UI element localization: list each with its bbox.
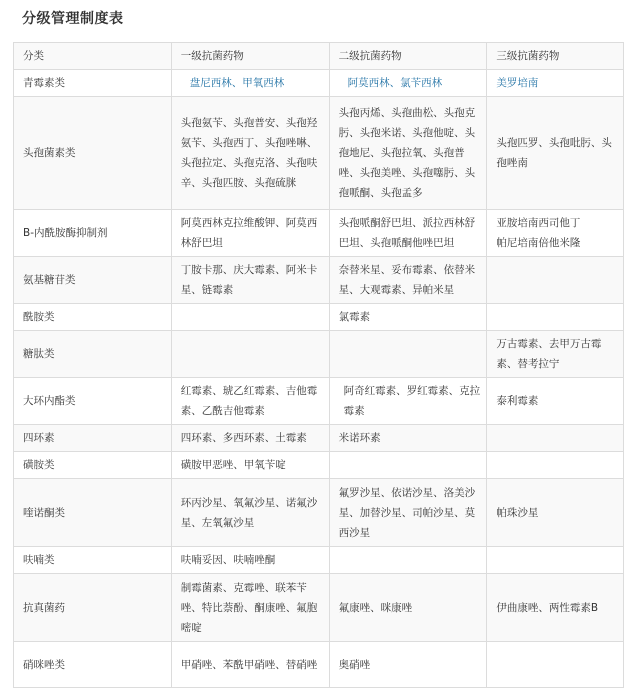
row-level2: 氯霉素 bbox=[329, 304, 487, 331]
row-category: 大环内酯类 bbox=[14, 378, 172, 425]
row-level2 bbox=[329, 452, 487, 479]
classification-table bbox=[13, 42, 624, 688]
row-level2: 氟罗沙星、依诺沙星、洛美沙星、加替沙星、司帕沙星、莫西沙星 bbox=[329, 479, 487, 547]
row-level2: 阿奇红霉素、罗红霉素、克拉霉素 bbox=[329, 378, 487, 425]
table-row bbox=[14, 425, 624, 452]
row-level1: 制霉菌素、克霉唑、联苯苄唑、特比萘酚、酮康唑、氟胞嘧啶 bbox=[171, 574, 329, 642]
row-level2: 氟康唑、咪康唑 bbox=[329, 574, 487, 642]
table-row bbox=[14, 70, 624, 97]
row-level3: 亚胺培南西司他丁 帕尼培南倍他米隆 bbox=[487, 210, 624, 257]
row-level3 bbox=[487, 642, 624, 688]
table-row bbox=[14, 257, 624, 304]
row-level3: 万古霉素、去甲万古霉素、替考拉宁 bbox=[487, 331, 624, 378]
row-level2 bbox=[329, 331, 487, 378]
table-row bbox=[14, 479, 624, 547]
row-level2: 头孢哌酮舒巴坦、派拉西林舒巴坦、头孢哌酮他唑巴坦 bbox=[329, 210, 487, 257]
table-header-row bbox=[14, 43, 624, 70]
row-level2 bbox=[329, 547, 487, 574]
table-row bbox=[14, 547, 624, 574]
row-level1: 呋喃妥因、呋喃唑酮 bbox=[171, 547, 329, 574]
row-level1: 甲硝唑、苯酰甲硝唑、替硝唑 bbox=[171, 642, 329, 688]
row-category: 氨基糖苷类 bbox=[14, 257, 172, 304]
table-row bbox=[14, 210, 624, 257]
table-row bbox=[14, 574, 624, 642]
row-level2: 奈替米星、妥布霉素、依替米星、大观霉素、异帕米星 bbox=[329, 257, 487, 304]
row-level1: 环丙沙星、氧氟沙星、诺氟沙星、左氧氟沙星 bbox=[171, 479, 329, 547]
row-category: 硝咪唑类 bbox=[14, 642, 172, 688]
row-level2: 奥硝唑 bbox=[329, 642, 487, 688]
table-row bbox=[14, 378, 624, 425]
row-level3: 泰利霉素 bbox=[487, 378, 624, 425]
table-row bbox=[14, 331, 624, 378]
row-category: 酰胺类 bbox=[14, 304, 172, 331]
table-row bbox=[14, 452, 624, 479]
row-level2: 米诺环素 bbox=[329, 425, 487, 452]
row-level1 bbox=[171, 304, 329, 331]
row-level3: 伊曲康唑、两性霉素B bbox=[487, 574, 624, 642]
header-category: 分类 bbox=[14, 43, 172, 70]
row-level2: 阿莫西林、氯苄西林 bbox=[329, 70, 487, 97]
row-category: 喹诺酮类 bbox=[14, 479, 172, 547]
page-title: 分级管理制度表 bbox=[22, 11, 124, 27]
row-level3 bbox=[487, 452, 624, 479]
row-level1: 盘尼西林、甲氧西林 bbox=[171, 70, 329, 97]
row-level1: 四环素、多西环素、土霉素 bbox=[171, 425, 329, 452]
row-category: B-内酰胺酶抑制剂 bbox=[14, 210, 172, 257]
header-level1: 一级抗菌药物 bbox=[171, 43, 329, 70]
row-level1: 磺胺甲恶唑、甲氧苄啶 bbox=[171, 452, 329, 479]
row-category: 磺胺类 bbox=[14, 452, 172, 479]
row-category: 抗真菌药 bbox=[14, 574, 172, 642]
row-level1: 头孢氨苄、头孢普安、头孢羟氨苄、头孢西丁、头孢唑啉、头孢拉定、头孢克洛、头孢呋辛、头孢匹胺、头孢硫脒 bbox=[171, 97, 329, 210]
row-level3 bbox=[487, 547, 624, 574]
row-category: 青霉素类 bbox=[14, 70, 172, 97]
row-level3: 美罗培南 bbox=[487, 70, 624, 97]
row-level1: 阿莫西林克拉维酸钾、阿莫西林舒巴坦 bbox=[171, 210, 329, 257]
row-category: 四环素 bbox=[14, 425, 172, 452]
row-level1: 丁胺卡那、庆大霉素、阿米卡星、链霉素 bbox=[171, 257, 329, 304]
table-row bbox=[14, 97, 624, 210]
table-row bbox=[14, 642, 624, 688]
row-level3 bbox=[487, 304, 624, 331]
header-level2: 二级抗菌药物 bbox=[329, 43, 487, 70]
row-category: 呋喃类 bbox=[14, 547, 172, 574]
row-level2: 头孢丙烯、头孢曲松、头孢克肟、头孢米诺、头孢他啶、头孢地尼、头孢拉氧、头孢普唑、头孢美唑、头孢噻肟、头孢哌酮、头孢孟多 bbox=[329, 97, 487, 210]
row-level3 bbox=[487, 257, 624, 304]
row-level3: 头孢匹罗、头孢吡肟、头孢唑南 bbox=[487, 97, 624, 210]
header-level3: 三级抗菌药物 bbox=[487, 43, 624, 70]
table-row bbox=[14, 304, 624, 331]
row-level1: 红霉素、琥乙红霉素、吉他霉素、乙酰吉他霉素 bbox=[171, 378, 329, 425]
row-level3 bbox=[487, 425, 624, 452]
row-category: 糖肽类 bbox=[14, 331, 172, 378]
row-level1 bbox=[171, 331, 329, 378]
row-category: 头孢菌素类 bbox=[14, 97, 172, 210]
row-level3: 帕珠沙星 bbox=[487, 479, 624, 547]
